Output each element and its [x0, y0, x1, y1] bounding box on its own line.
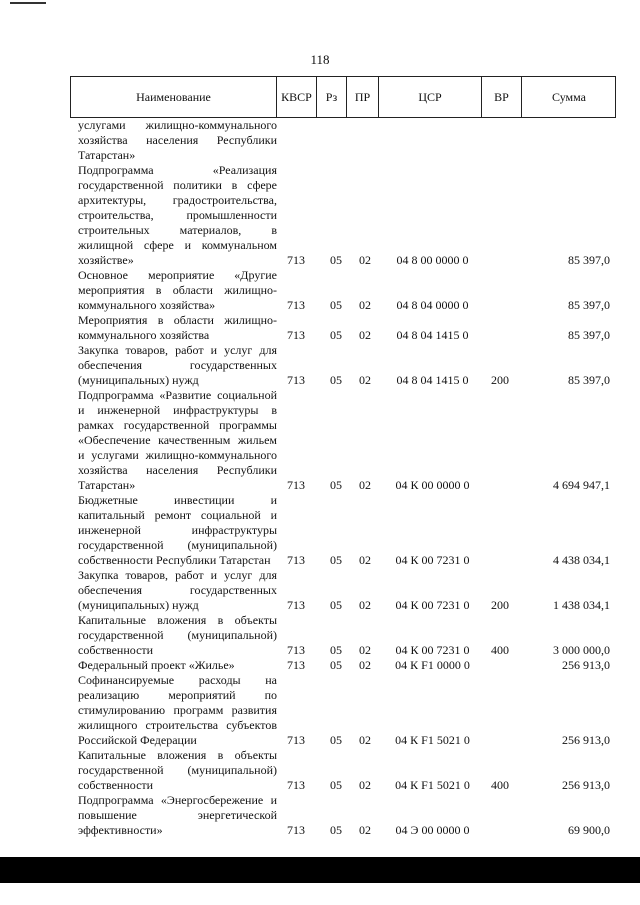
table-row [0, 793, 640, 838]
row-csr: 04 К F1 5021 0 [395, 733, 470, 747]
row-kvsr: 713 [287, 643, 305, 657]
row-pr: 02 [359, 298, 371, 312]
row-pr: 02 [359, 478, 371, 492]
row-rz: 05 [330, 253, 342, 267]
row-vr: 200 [491, 598, 509, 612]
row-sum: 85 397,0 [568, 253, 610, 267]
row-kvsr: 713 [287, 478, 305, 492]
table-row [0, 613, 640, 658]
row-sum: 85 397,0 [568, 298, 610, 312]
table-body [0, 118, 640, 838]
row-name: Закупка товаров, работ и услуг для обеспечения государственных (муниципальных) нужд [78, 568, 277, 612]
row-vr: 400 [491, 643, 509, 657]
row-csr: 04 К F1 5021 0 [395, 778, 470, 792]
row-sum: 69 900,0 [568, 823, 610, 837]
scan-edge-mark [10, 2, 46, 4]
row-rz: 05 [330, 598, 342, 612]
row-kvsr: 713 [287, 253, 305, 267]
row-pr: 02 [359, 823, 371, 837]
row-sum: 256 913,0 [562, 658, 610, 672]
header-vr: ВР [481, 77, 521, 117]
row-csr: 04 8 04 0000 0 [396, 298, 469, 312]
row-rz: 05 [330, 823, 342, 837]
row-csr: 04 Э 00 0000 0 [395, 823, 470, 837]
row-csr: 04 8 04 1415 0 [396, 328, 469, 342]
row-name: Подпрограмма «Развитие социальной и инженерной инфраструктуры в рамках государственной программы «Обеспечение качественным жильем и услугами жилищно-коммунального хозяйства населения Республики Татарстан» [78, 388, 277, 492]
header-kvsr: КВСР [276, 77, 316, 117]
row-pr: 02 [359, 373, 371, 387]
row-name: Основное мероприятие «Другие мероприятия в области жилищно-коммунального хозяйства» [78, 268, 277, 312]
row-pr: 02 [359, 643, 371, 657]
row-rz: 05 [330, 328, 342, 342]
row-rz: 05 [330, 373, 342, 387]
row-pr: 02 [359, 733, 371, 747]
row-rz: 05 [330, 553, 342, 567]
row-pr: 02 [359, 598, 371, 612]
row-kvsr: 713 [287, 598, 305, 612]
row-csr: 04 К 00 0000 0 [395, 478, 470, 492]
row-pr: 02 [359, 658, 371, 672]
row-pr: 02 [359, 553, 371, 567]
row-sum: 4 694 947,1 [553, 478, 610, 492]
row-name: услугами жилищно-коммунального хозяйства населения Республики Татарстан» [78, 118, 277, 162]
row-sum: 256 913,0 [562, 733, 610, 747]
header-sum: Сумма [521, 77, 616, 117]
row-name: Мероприятия в области жилищно-коммунального хозяйства [78, 313, 277, 342]
row-csr: 04 К 00 7231 0 [395, 643, 470, 657]
table-header [70, 76, 616, 118]
row-kvsr: 713 [287, 328, 305, 342]
row-kvsr: 713 [287, 733, 305, 747]
row-rz: 05 [330, 643, 342, 657]
row-sum: 1 438 034,1 [553, 598, 610, 612]
row-csr: 04 8 00 0000 0 [396, 253, 469, 267]
row-rz: 05 [330, 778, 342, 792]
row-rz: 05 [330, 658, 342, 672]
table-row [0, 313, 640, 343]
row-sum: 4 438 034,1 [553, 553, 610, 567]
table-row [0, 673, 640, 748]
row-pr: 02 [359, 778, 371, 792]
header-csr: ЦСР [378, 77, 481, 117]
header-name: Наименование [136, 90, 211, 104]
row-kvsr: 713 [287, 298, 305, 312]
row-sum: 256 913,0 [562, 778, 610, 792]
row-vr: 200 [491, 373, 509, 387]
row-name: Капитальные вложения в объекты государственной (муниципальной) собственности [78, 748, 277, 792]
row-rz: 05 [330, 298, 342, 312]
row-kvsr: 713 [287, 823, 305, 837]
table-row [0, 343, 640, 388]
row-csr: 04 К 00 7231 0 [395, 598, 470, 612]
row-name: Софинансируемые расходы на реализацию мероприятий по стимулированию программ развития жилищного строительства субъектов Российской Федерации [78, 673, 277, 747]
row-name: Подпрограмма «Энергосбережение и повышение энергетической эффективности» [78, 793, 277, 837]
header-pr: ПР [346, 77, 378, 117]
row-sum: 85 397,0 [568, 373, 610, 387]
row-sum: 3 000 000,0 [553, 643, 610, 657]
row-name: Федеральный проект «Жилье» [78, 658, 235, 672]
page-number: 118 [310, 52, 330, 67]
table-row [0, 268, 640, 313]
table-row [0, 163, 640, 268]
row-rz: 05 [330, 733, 342, 747]
row-rz: 05 [330, 478, 342, 492]
row-kvsr: 713 [287, 658, 305, 672]
row-name: Бюджетные инвестиции и капитальный ремонт социальной и инженерной инфраструктуры государственной (муниципальной) собственности Республики Татарстан [78, 493, 277, 567]
scan-bottom-bar [0, 857, 640, 883]
row-csr: 04 К F1 0000 0 [395, 658, 470, 672]
row-kvsr: 713 [287, 553, 305, 567]
row-kvsr: 713 [287, 373, 305, 387]
row-pr: 02 [359, 328, 371, 342]
table-row [0, 118, 640, 163]
row-csr: 04 8 04 1415 0 [396, 373, 469, 387]
row-vr: 400 [491, 778, 509, 792]
row-name: Капитальные вложения в объекты государственной (муниципальной) собственности [78, 613, 277, 657]
table-row [0, 658, 640, 673]
table-row [0, 388, 640, 493]
row-csr: 04 К 00 7231 0 [395, 553, 470, 567]
header-rz: Рз [316, 77, 346, 117]
table-row [0, 493, 640, 568]
row-name: Подпрограмма «Реализация государственной политики в сфере архитектуры, градостроительства, строительства, промышленности строительных материалов, в жилищной сфере и коммунальном хозяйстве» [78, 163, 277, 267]
row-pr: 02 [359, 253, 371, 267]
row-sum: 85 397,0 [568, 328, 610, 342]
row-kvsr: 713 [287, 778, 305, 792]
row-name: Закупка товаров, работ и услуг для обеспечения государственных (муниципальных) нужд [78, 343, 277, 387]
table-row [0, 568, 640, 613]
table-row [0, 748, 640, 793]
